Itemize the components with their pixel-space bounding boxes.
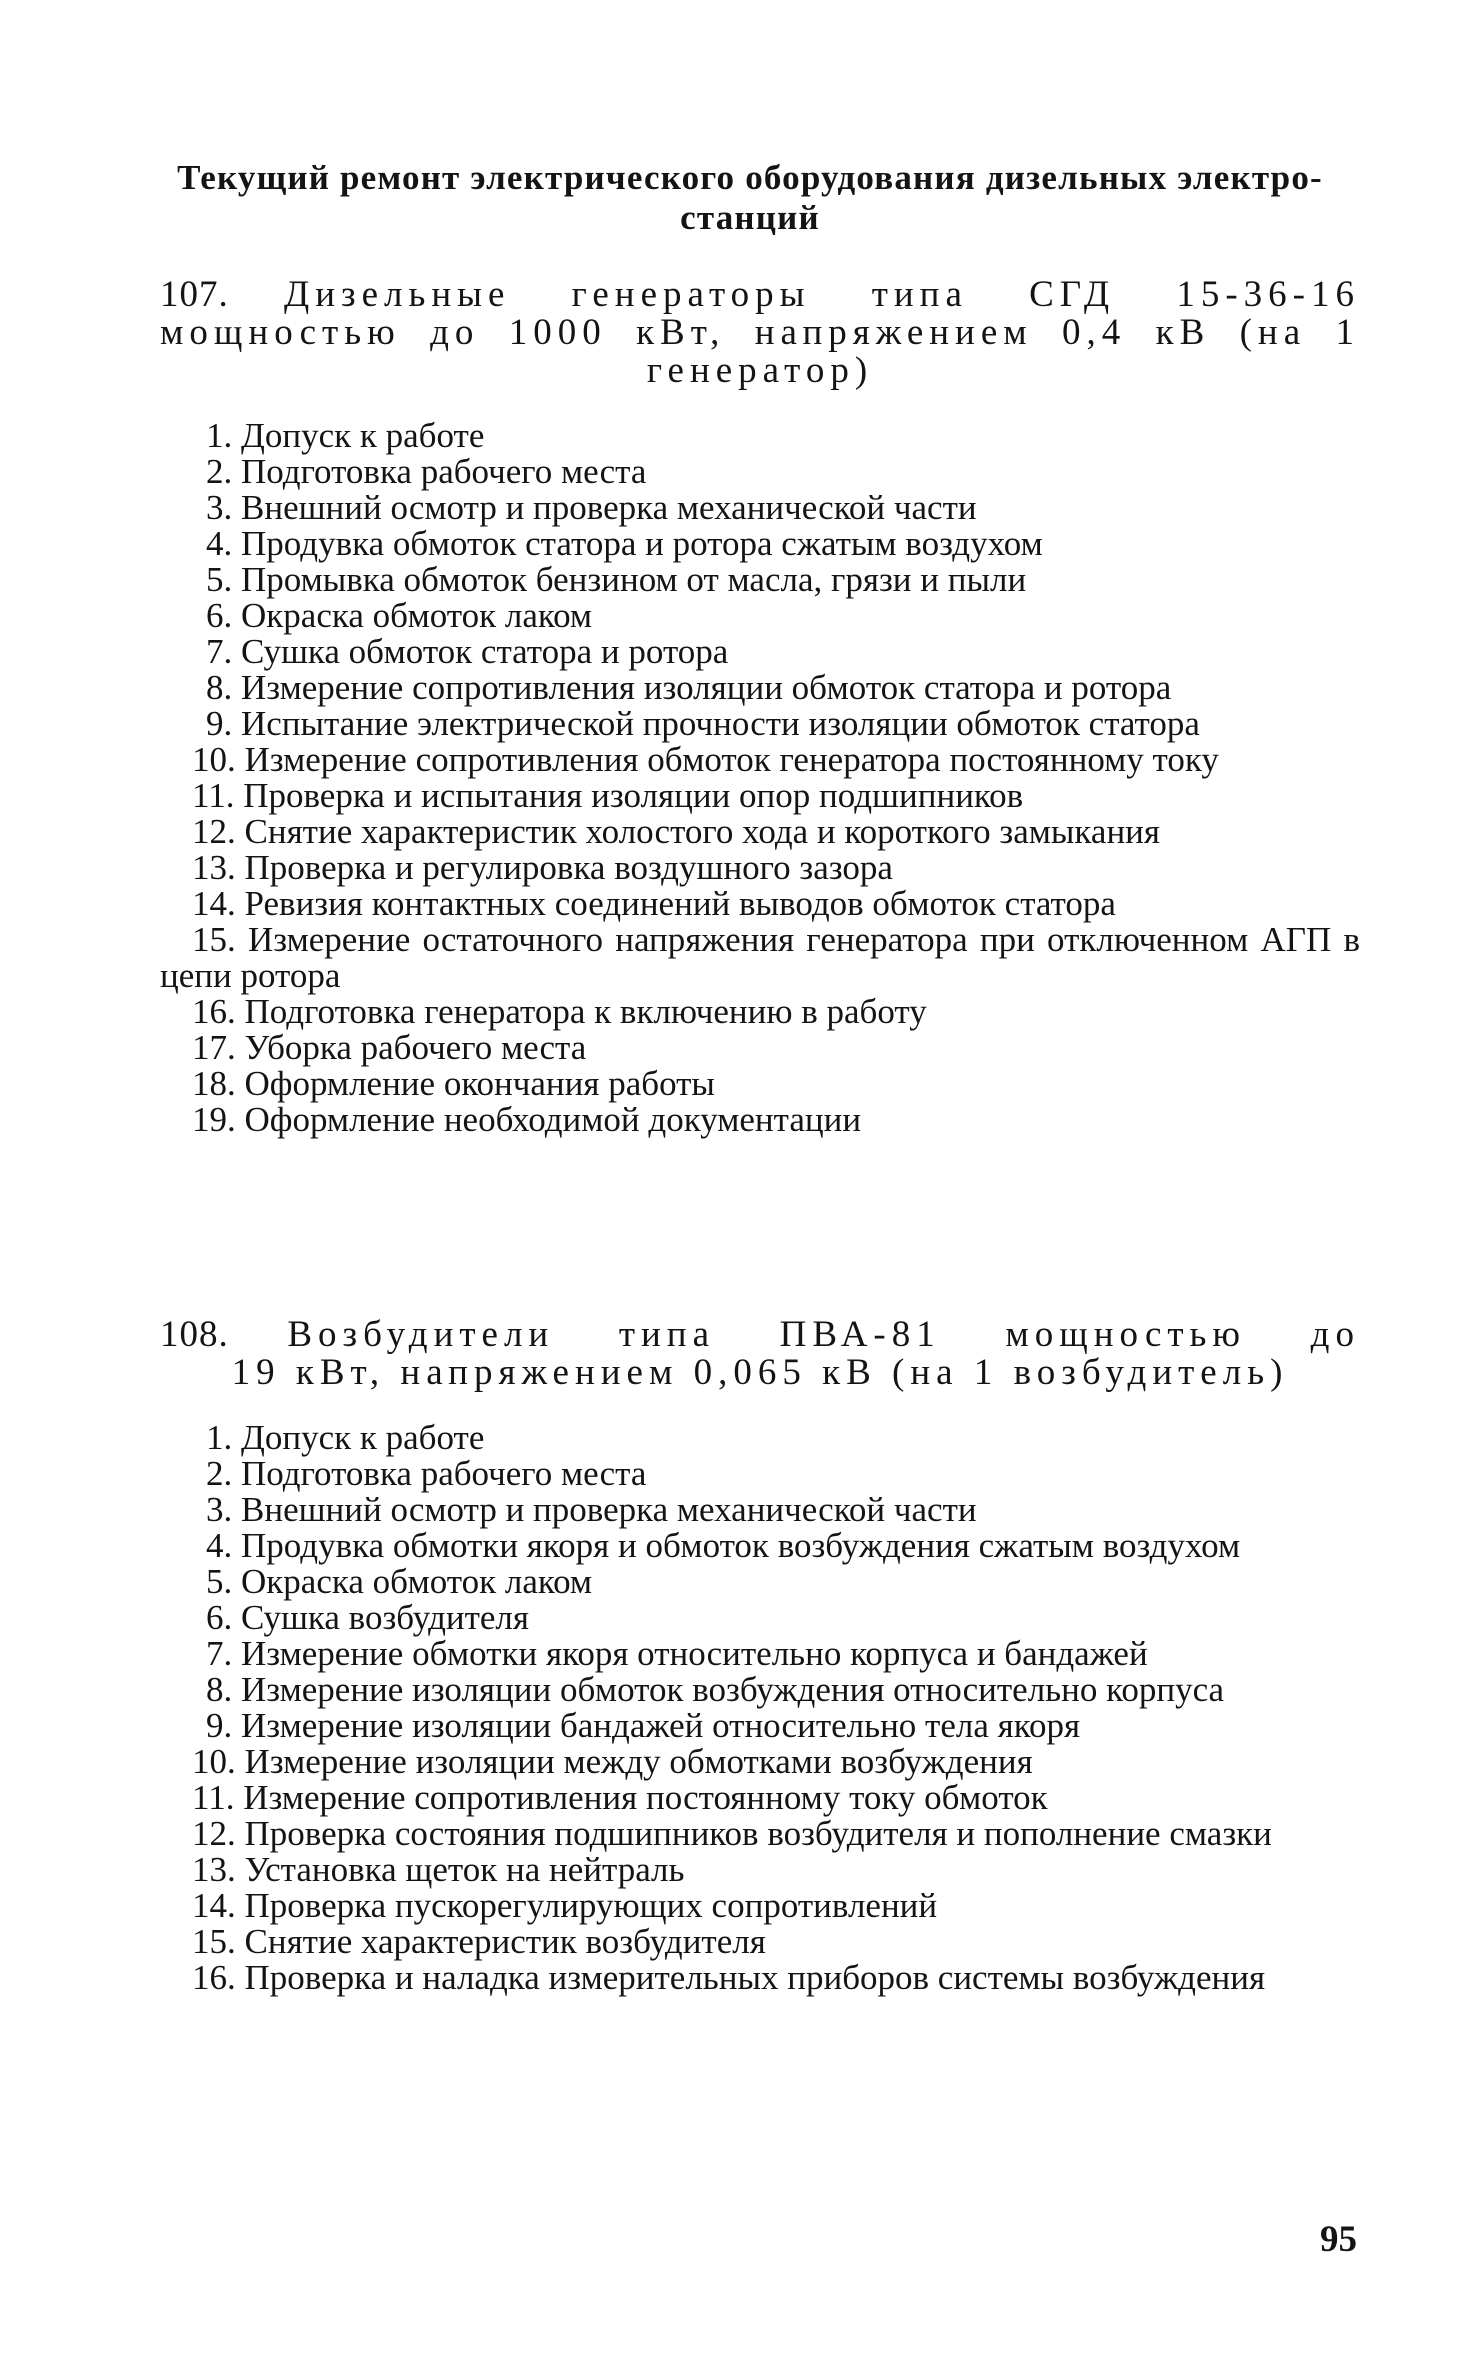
list-item: 9. Испытание электрической прочности изоляции обмоток статора [206, 704, 1200, 743]
list-item: 5. Промывка обмоток бензином от масла, грязи и пыли [206, 560, 1027, 599]
list-item: 1. Допуск к работе [206, 416, 485, 455]
list-item: 15. Снятие характеристик возбудителя [192, 1922, 766, 1961]
list-item: 4. Продувка обмоток статора и ротора сжатым воздухом [206, 524, 1043, 563]
list-item: 13. Проверка и регулировка воздушного зазора [192, 848, 893, 887]
section-107-list [160, 418, 1360, 1138]
section-108-title-line1: Возбудители типа ПВА-81 мощностью до [287, 1314, 1360, 1355]
list-item: 5. Окраска обмоток лаком [206, 1562, 593, 1601]
list-item: 8. Измерение сопротивления изоляции обмоток статора и ротора [206, 668, 1172, 707]
section-107-title-line2: мощностью до 1000 кВт, напряжением 0,4 кВ (на 1 [160, 312, 1360, 353]
section-108-list [160, 1420, 1360, 1996]
list-item: 13. Установка щеток на нейтраль [192, 1850, 685, 1889]
list-item: 11. Проверка и испытания изоляции опор подшипников [192, 776, 1024, 815]
list-item: 10. Измерение сопротивления обмоток генератора постоянному току [192, 740, 1219, 779]
list-item: 11. Измерение сопротивления постоянному току обмоток [192, 1778, 1048, 1817]
section-107-number: 107. [160, 274, 229, 315]
list-item: 9. Измерение изоляции бандажей относительно тела якоря [206, 1706, 1081, 1745]
list-item: 16. Подготовка генератора к включению в работу [192, 992, 927, 1031]
list-item: 14. Ревизия контактных соединений выводов обмоток статора [192, 884, 1116, 923]
list-item: 12. Проверка состояния подшипников возбудителя и пополнение смазки [192, 1814, 1272, 1853]
list-item: 6. Окраска обмоток лаком [206, 596, 593, 635]
list-item: 3. Внешний осмотр и проверка механической части [206, 1490, 977, 1529]
list-item: 2. Подготовка рабочего места [206, 452, 647, 491]
page-heading: Текущий ремонт электрического оборудования дизельных электро-станций [177, 158, 1323, 237]
section-108-number: 108. [160, 1314, 229, 1355]
section-108-title [160, 1316, 1360, 1392]
list-item: 8. Измерение изоляции обмоток возбуждения относительно корпуса [206, 1670, 1225, 1709]
list-item: 17. Уборка рабочего места [192, 1028, 587, 1067]
list-item: 14. Проверка пускорегулирующих сопротивлений [192, 1886, 938, 1925]
list-item: 18. Оформление окончания работы [192, 1064, 715, 1103]
section-107-title-line1: Дизельные генераторы типа СГД 15-36-16 [283, 274, 1360, 315]
list-item: 12. Снятие характеристик холостого хода и короткого замыкания [192, 812, 1161, 851]
list-item: 7. Сушка обмоток статора и ротора [206, 632, 729, 671]
list-item: 4. Продувка обмотки якоря и обмоток возбуждения сжатым воздухом [206, 1526, 1241, 1565]
list-item: 19. Оформление необходимой документации [192, 1100, 862, 1139]
list-item: 1. Допуск к работе [206, 1418, 485, 1457]
section-107-title-line3: генератор) [646, 350, 874, 391]
list-item: 7. Измерение обмотки якоря относительно корпуса и бандажей [206, 1634, 1148, 1673]
list-item: 6. Сушка возбудителя [206, 1598, 529, 1637]
list-item: 3. Внешний осмотр и проверка механической части [206, 488, 977, 527]
list-item: 16. Проверка и наладка измерительных приборов системы возбуждения [192, 1958, 1266, 1997]
list-item: 2. Подготовка рабочего места [206, 1454, 647, 1493]
section-108-title-line2: 19 кВт, напряжением 0,065 кВ (на 1 возбудитель) [231, 1352, 1289, 1393]
list-item: 10. Измерение изоляции между обмотками возбуждения [192, 1742, 1033, 1781]
list-item: 15. Измерение остаточного напряжения генератора при отключенном АГП в цепи ротора [160, 920, 1360, 995]
page-number: 95 [1320, 2219, 1357, 2260]
section-107-title [160, 276, 1360, 390]
